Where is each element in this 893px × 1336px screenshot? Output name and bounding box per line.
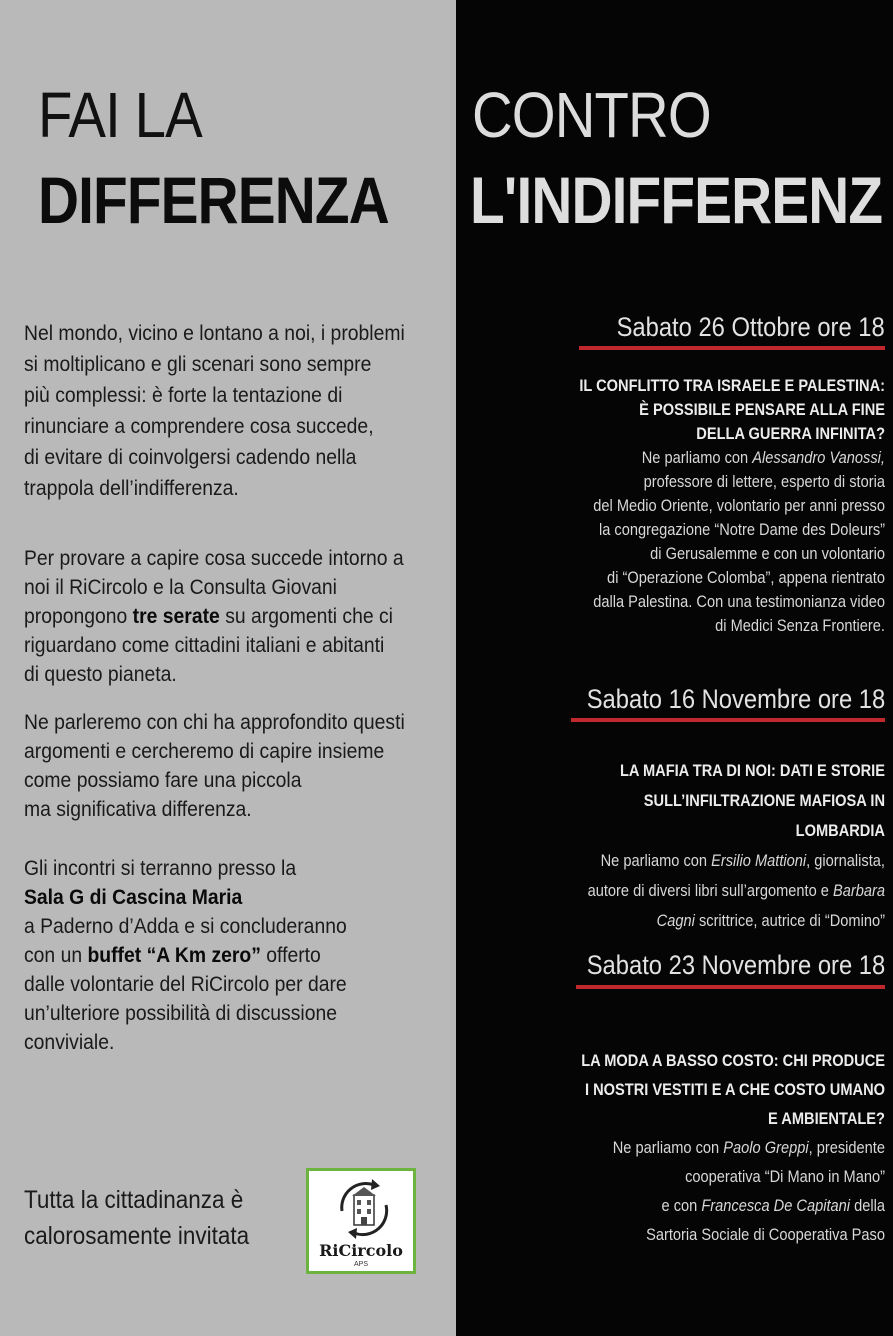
text-line: calorosamente invitata: [24, 1222, 250, 1250]
invitation-text: [24, 1182, 249, 1254]
headline-fai-la: FAI LA: [38, 79, 202, 151]
text-segment: autore di diversi libri sull’argomento e: [587, 881, 833, 900]
highlight-venue: Sala G di Cascina Maria: [24, 885, 243, 909]
event-2-details: [541, 756, 885, 936]
text-line: rinunciare a comprendere cosa succede,: [24, 414, 374, 438]
text-line: trappola dell’indifferenza.: [24, 476, 239, 500]
text-segment: , presidente: [808, 1138, 885, 1157]
event-3-date: Sabato 23 Novembre ore 18: [586, 950, 885, 980]
text-line: Sartoria Sociale di Cooperativa Paso: [646, 1225, 885, 1244]
text-segment: su argomenti che ci: [219, 604, 393, 628]
speaker-name: Ersilio Mattioni: [711, 851, 807, 870]
text-line: [541, 876, 885, 906]
text-segment: , giornalista,: [806, 851, 885, 870]
intro-paragraph-4: [24, 854, 420, 1057]
highlight-tre-serate: tre serate: [132, 604, 220, 628]
event-3-details: [541, 1046, 885, 1249]
text-line: [24, 602, 420, 631]
event-1-title: IL CONFLITTO TRA ISRAELE E PALESTINA:: [579, 376, 885, 395]
headline-differenza: DIFFERENZA: [38, 163, 389, 237]
text-segment: e con: [661, 1196, 702, 1215]
event-3-speaker: [541, 1133, 885, 1162]
text-line: di Gerusalemme e con un volontario: [650, 544, 885, 563]
text-line: come possiamo fare una piccola: [24, 768, 302, 792]
text-line: di “Operazione Colomba”, appena rientrato: [607, 568, 885, 587]
speaker-name: Barbara: [832, 881, 885, 900]
text-line: dalla Palestina. Con una testimonianza video: [593, 592, 885, 611]
speaker-name: Cagni: [656, 911, 695, 930]
event-1-title: È POSSIBILE PENSARE ALLA FINE: [639, 400, 885, 419]
text-segment: Ne parliamo con: [600, 851, 712, 870]
logo-aps: APS: [353, 1261, 368, 1268]
event-1-speaker: [541, 446, 885, 470]
event-2-title: SULL’INFILTRAZIONE MAFIOSA IN: [643, 791, 885, 810]
text-line: [24, 883, 420, 912]
text-line: di Medici Senza Frontiere.: [715, 616, 885, 635]
logo-name: RiCircolo: [319, 1241, 403, 1260]
event-2-speaker: [541, 846, 885, 876]
text-line: di questo pianeta.: [24, 662, 177, 686]
text-line: [541, 1191, 885, 1220]
text-line: [24, 941, 420, 970]
text-segment: con un: [24, 943, 88, 967]
text-line: Tutta la cittadinanza è: [24, 1186, 244, 1214]
text-line: di evitare di coinvolgersi cadendo nella: [24, 445, 357, 469]
speaker-name: Paolo Greppi: [723, 1138, 809, 1157]
text-segment: offerto: [260, 943, 321, 967]
text-line: del Medio Oriente, volontario per anni presso: [593, 496, 885, 515]
headline-indifferenza: L'INDIFFERENZ: [470, 163, 883, 237]
text-line: professore di lettere, esperto di storia: [643, 472, 885, 491]
text-segment: della: [850, 1196, 885, 1215]
text-segment: Ne parliamo con: [641, 448, 753, 467]
text-line: noi il RiCircolo e la Consulta Giovani: [24, 575, 337, 599]
intro-paragraph-2: [24, 544, 420, 689]
event-1-title: DELLA GUERRA INFINITA?: [696, 424, 885, 443]
text-line: un’ulteriore possibilità di discussione: [24, 1001, 338, 1025]
event-3-title: E AMBIENTALE?: [768, 1109, 885, 1128]
text-line: più complessi: è forte la tentazione di: [24, 383, 343, 407]
text-line: riguardano come cittadini italiani e abitanti: [24, 633, 385, 657]
text-segment: scrittrice, autrice di “Domino”: [694, 911, 885, 930]
event-1-divider: [579, 346, 885, 350]
text-line: ma significativa differenza.: [24, 797, 252, 821]
event-1-date: Sabato 26 Ottobre ore 18: [616, 312, 885, 342]
text-line: la congregazione “Notre Dame des Doleurs”: [598, 520, 885, 539]
text-segment: Ne parliamo con: [612, 1138, 724, 1157]
text-line: argomenti e cercheremo di capire insieme: [24, 739, 385, 763]
text-line: Ne parleremo con chi ha approfondito questi: [24, 710, 405, 734]
intro-paragraph-3: [24, 708, 420, 824]
headline-contro: CONTRO: [472, 79, 711, 151]
text-line: Nel mondo, vicino e lontano a noi, i problemi: [24, 321, 405, 345]
event-2-title: LA MAFIA TRA DI NOI: DATI E STORIE: [619, 761, 885, 780]
event-1-details: [541, 374, 885, 638]
text-line: conviviale.: [24, 1030, 115, 1054]
speaker-name: Francesca De Capitani: [701, 1196, 851, 1215]
event-2-title: LOMBARDIA: [795, 821, 885, 840]
text-line: cooperativa “Di Mano in Mano”: [685, 1167, 885, 1186]
event-3-title: I NOSTRI VESTITI E A CHE COSTO UMANO: [584, 1080, 885, 1099]
event-3-title: LA MODA A BASSO COSTO: CHI PRODUCE: [581, 1051, 885, 1070]
event-3-divider: [576, 985, 885, 989]
text-line: a Paderno d’Adda e si concluderanno: [24, 914, 347, 938]
text-line: dalle volontarie del RiCircolo per dare: [24, 972, 347, 996]
ricircolo-logo: [306, 1168, 416, 1274]
recycle-building-icon: [334, 1177, 394, 1239]
event-2-date: Sabato 16 Novembre ore 18: [586, 684, 885, 714]
speaker-name: Alessandro Vanossi,: [752, 448, 885, 467]
event-2-divider: [571, 718, 885, 722]
text-line: si moltiplicano e gli scenari sono sempre: [24, 352, 372, 376]
intro-paragraph-1: [24, 318, 420, 504]
text-line: Gli incontri si terranno presso la: [24, 856, 297, 880]
highlight-buffet: buffet “A Km zero”: [87, 943, 261, 967]
text-line: [541, 906, 885, 936]
text-segment: propongono: [24, 604, 133, 628]
text-line: Per provare a capire cosa succede intorno a: [24, 546, 404, 570]
